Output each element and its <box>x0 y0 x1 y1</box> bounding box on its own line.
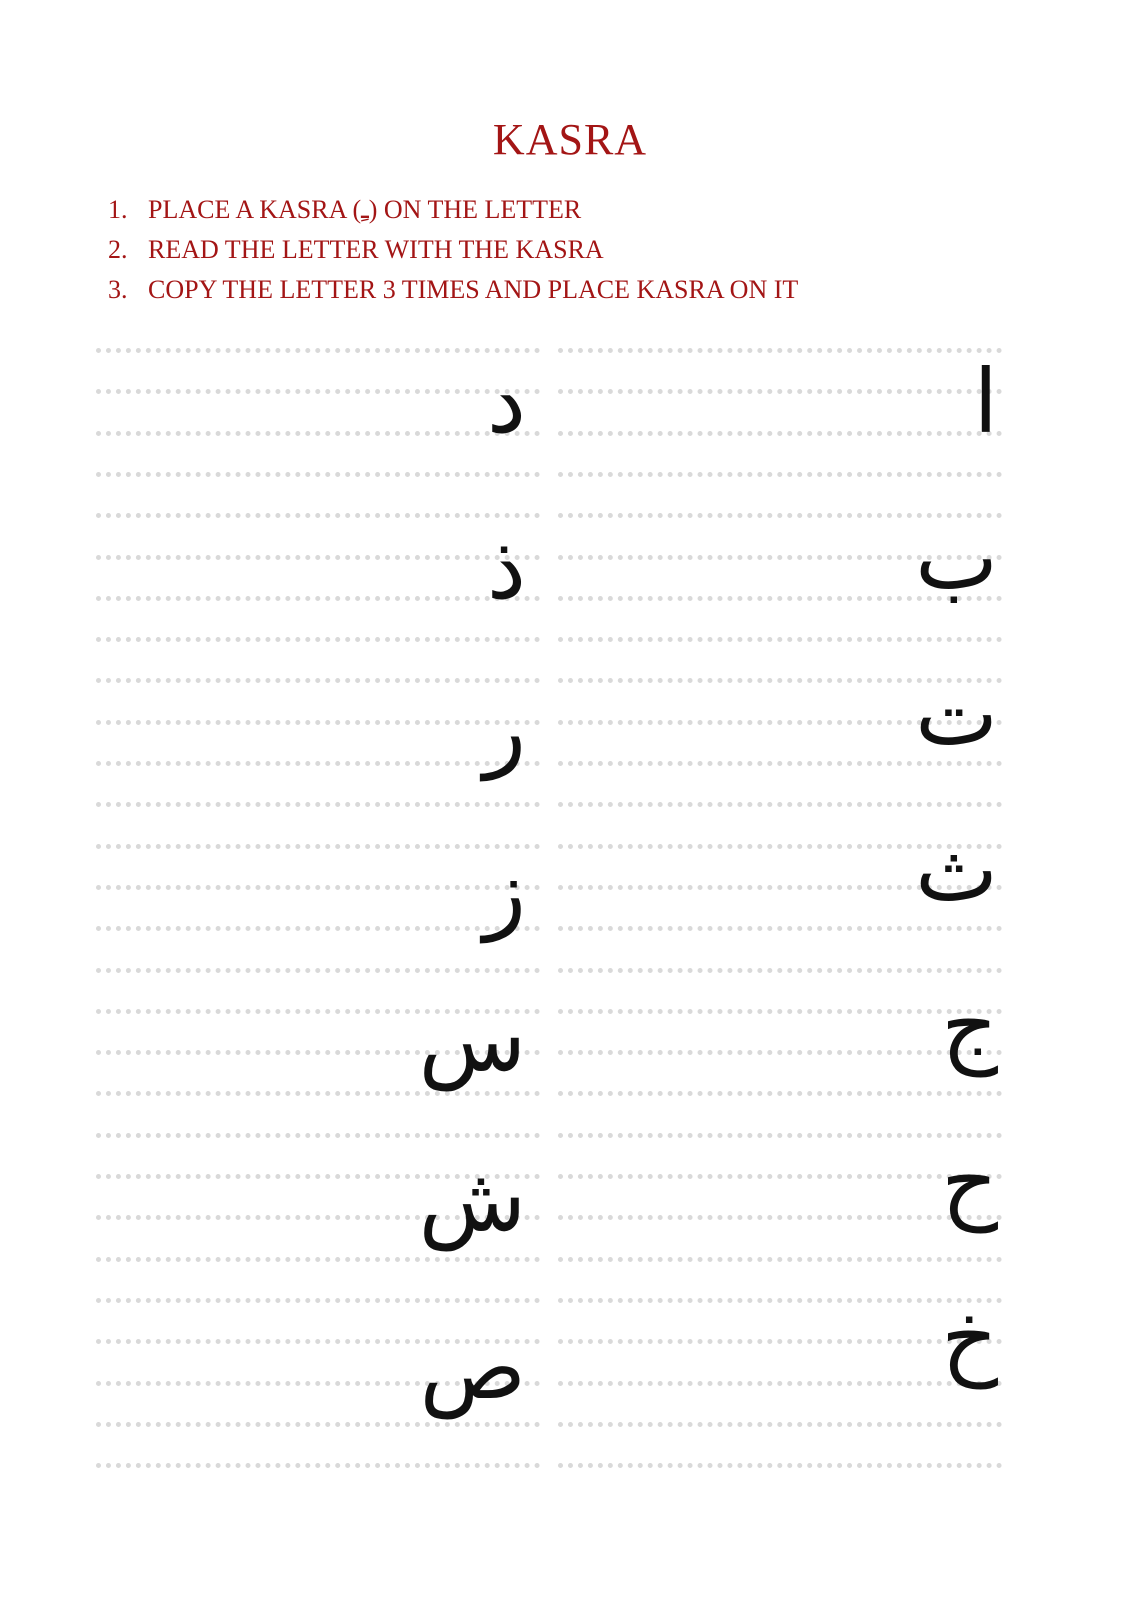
instruction-item <box>108 190 798 230</box>
page-title: KASRA <box>492 115 648 164</box>
letter-right-5: ج <box>941 974 998 1077</box>
letter-left-2: ذ <box>486 516 526 619</box>
guide-line <box>558 1463 1002 1468</box>
instruction-item <box>108 270 798 310</box>
instruction-text: COPY THE LETTER 3 TIMES AND PLACE KASRA ON IT <box>148 275 799 304</box>
guide-line <box>96 1298 540 1303</box>
guide-line <box>96 637 540 642</box>
guide-line <box>558 637 1002 642</box>
letter-right-1: ا <box>973 350 998 453</box>
instruction-number: 2. <box>108 235 128 264</box>
letter-right-6: ح <box>941 1130 998 1233</box>
letter-right-3: ت <box>915 662 998 765</box>
instruction-number: 1. <box>108 195 128 224</box>
guide-line <box>558 1422 1002 1427</box>
letter-left-5: س <box>418 988 526 1091</box>
instruction-number: 3. <box>108 275 128 304</box>
letter-left-3: ر <box>483 678 526 781</box>
guide-line <box>96 968 540 973</box>
guide-line <box>558 802 1002 807</box>
guide-line <box>96 802 540 807</box>
letter-right-7: خ <box>941 1286 998 1389</box>
letter-left-7: ص <box>419 1316 526 1419</box>
letter-left-1: د <box>486 350 526 453</box>
guide-line <box>96 1133 540 1138</box>
instruction-text: READ THE LETTER WITH THE KASRA <box>148 235 604 264</box>
guide-line <box>558 1257 1002 1262</box>
guide-line <box>558 472 1002 477</box>
letter-left-4: ز <box>483 840 526 943</box>
letter-right-4: ث <box>915 818 998 921</box>
instruction-text: PLACE A KASRA (ـِ) ON THE LETTER <box>148 195 582 224</box>
letter-left-6: ش <box>418 1148 526 1251</box>
letter-right-2: ب <box>915 506 998 609</box>
instructions-list <box>108 190 798 310</box>
guide-line <box>558 1091 1002 1096</box>
guide-line <box>558 968 1002 973</box>
guide-line <box>96 472 540 477</box>
instruction-item <box>108 230 798 270</box>
guide-line <box>96 1463 540 1468</box>
